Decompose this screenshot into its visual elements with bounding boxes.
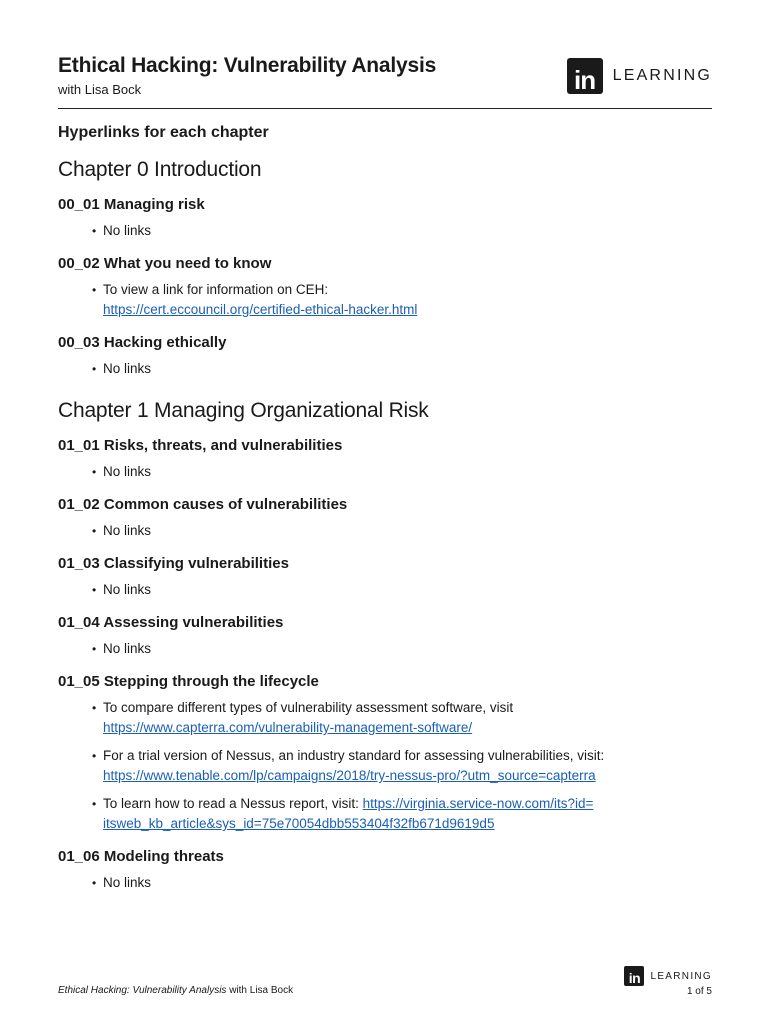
- list-item: [103, 794, 712, 834]
- list-item: [103, 221, 712, 241]
- hyperlink-line[interactable]: itsweb_kb_article&sys_id=75e70054dbb553404f32fb671d9619d5: [103, 816, 495, 831]
- list-item: [103, 521, 712, 541]
- hyperlink-line[interactable]: https://virginia.service-now.com/its?id=: [362, 796, 594, 811]
- lesson-link-list: [58, 359, 712, 379]
- lesson-heading: 01_04 Assessing vulnerabilities: [58, 614, 284, 631]
- list-item: [103, 580, 712, 600]
- lesson-link-list: [58, 280, 712, 320]
- list-item: [103, 359, 712, 379]
- footer-logo-wordmark: LEARNING: [650, 970, 712, 982]
- list-item: [103, 873, 712, 893]
- lesson-heading: 01_02 Common causes of vulnerabilities: [58, 496, 348, 513]
- list-item-text: To view a link for information on CEH:: [103, 282, 329, 297]
- document-header: [58, 52, 712, 109]
- list-item-text: No links: [103, 582, 152, 597]
- document-author: with Lisa Bock: [58, 82, 142, 97]
- lesson-link-list: [58, 873, 712, 893]
- list-item-text: For a trial version of Nessus, an industry standard for assessing vulnerabilities, visit:: [103, 748, 605, 763]
- lesson-link-list: [58, 639, 712, 659]
- list-item-text: No links: [103, 464, 152, 479]
- lesson-link-list: [58, 580, 712, 600]
- lesson-link-list: [58, 221, 712, 241]
- lesson-heading: 01_01 Risks, threats, and vulnerabilities: [58, 437, 343, 454]
- footer-course-credit: [58, 985, 293, 996]
- list-item: [103, 746, 712, 786]
- lesson-heading: 00_03 Hacking ethically: [58, 334, 227, 351]
- list-item-text: No links: [103, 523, 152, 538]
- linkedin-icon: in: [624, 966, 644, 986]
- list-item-text: To learn how to read a Nessus report, visit:: [103, 796, 359, 811]
- list-item: [103, 698, 712, 738]
- lesson-link-list: [58, 462, 712, 482]
- list-item: [103, 462, 712, 482]
- list-item: [103, 280, 712, 320]
- hyperlink[interactable]: https://www.tenable.com/lp/campaigns/2018/try-nessus-pro/?utm_source=capterra: [103, 768, 596, 783]
- lesson-link-list: [58, 521, 712, 541]
- lesson-heading: 01_05 Stepping through the lifecycle: [58, 673, 319, 690]
- footer-course-title: Ethical Hacking: Vulnerability Analysis: [58, 985, 227, 996]
- list-item: [103, 639, 712, 659]
- list-item-text: No links: [103, 875, 152, 890]
- document-title: Ethical Hacking: Vulnerability Analysis: [58, 54, 437, 77]
- chapter-list: [58, 158, 712, 893]
- chapter-heading: Chapter 1 Managing Organizational Risk: [58, 399, 429, 422]
- hyperlink[interactable]: https://www.capterra.com/vulnerability-management-software/: [103, 720, 473, 735]
- hyperlink[interactable]: https://cert.eccouncil.org/certified-ethical-hacker.html: [103, 302, 418, 317]
- footer-author: with Lisa Bock: [226, 985, 294, 996]
- list-item-text: No links: [103, 641, 152, 656]
- lesson-heading: 00_01 Managing risk: [58, 196, 205, 213]
- chapter-heading: Chapter 0 Introduction: [58, 158, 262, 181]
- logo-wordmark: LEARNING: [612, 67, 712, 84]
- page-number: 1 of 5: [686, 986, 712, 997]
- lesson-link-list: [58, 698, 712, 834]
- linkedin-learning-logo: [567, 58, 712, 94]
- linkedin-icon: in: [567, 58, 603, 94]
- footer-logo: [624, 966, 712, 986]
- list-item-text: To compare different types of vulnerability assessment software, visit: [103, 700, 514, 715]
- list-item-text: No links: [103, 361, 152, 376]
- lesson-heading: 01_03 Classifying vulnerabilities: [58, 555, 289, 572]
- lesson-heading: 00_02 What you need to know: [58, 255, 272, 272]
- section-subheading: Hyperlinks for each chapter: [58, 124, 269, 141]
- lesson-heading: 01_06 Modeling threats: [58, 848, 224, 865]
- list-item-text: No links: [103, 223, 152, 238]
- document-body: [58, 124, 712, 907]
